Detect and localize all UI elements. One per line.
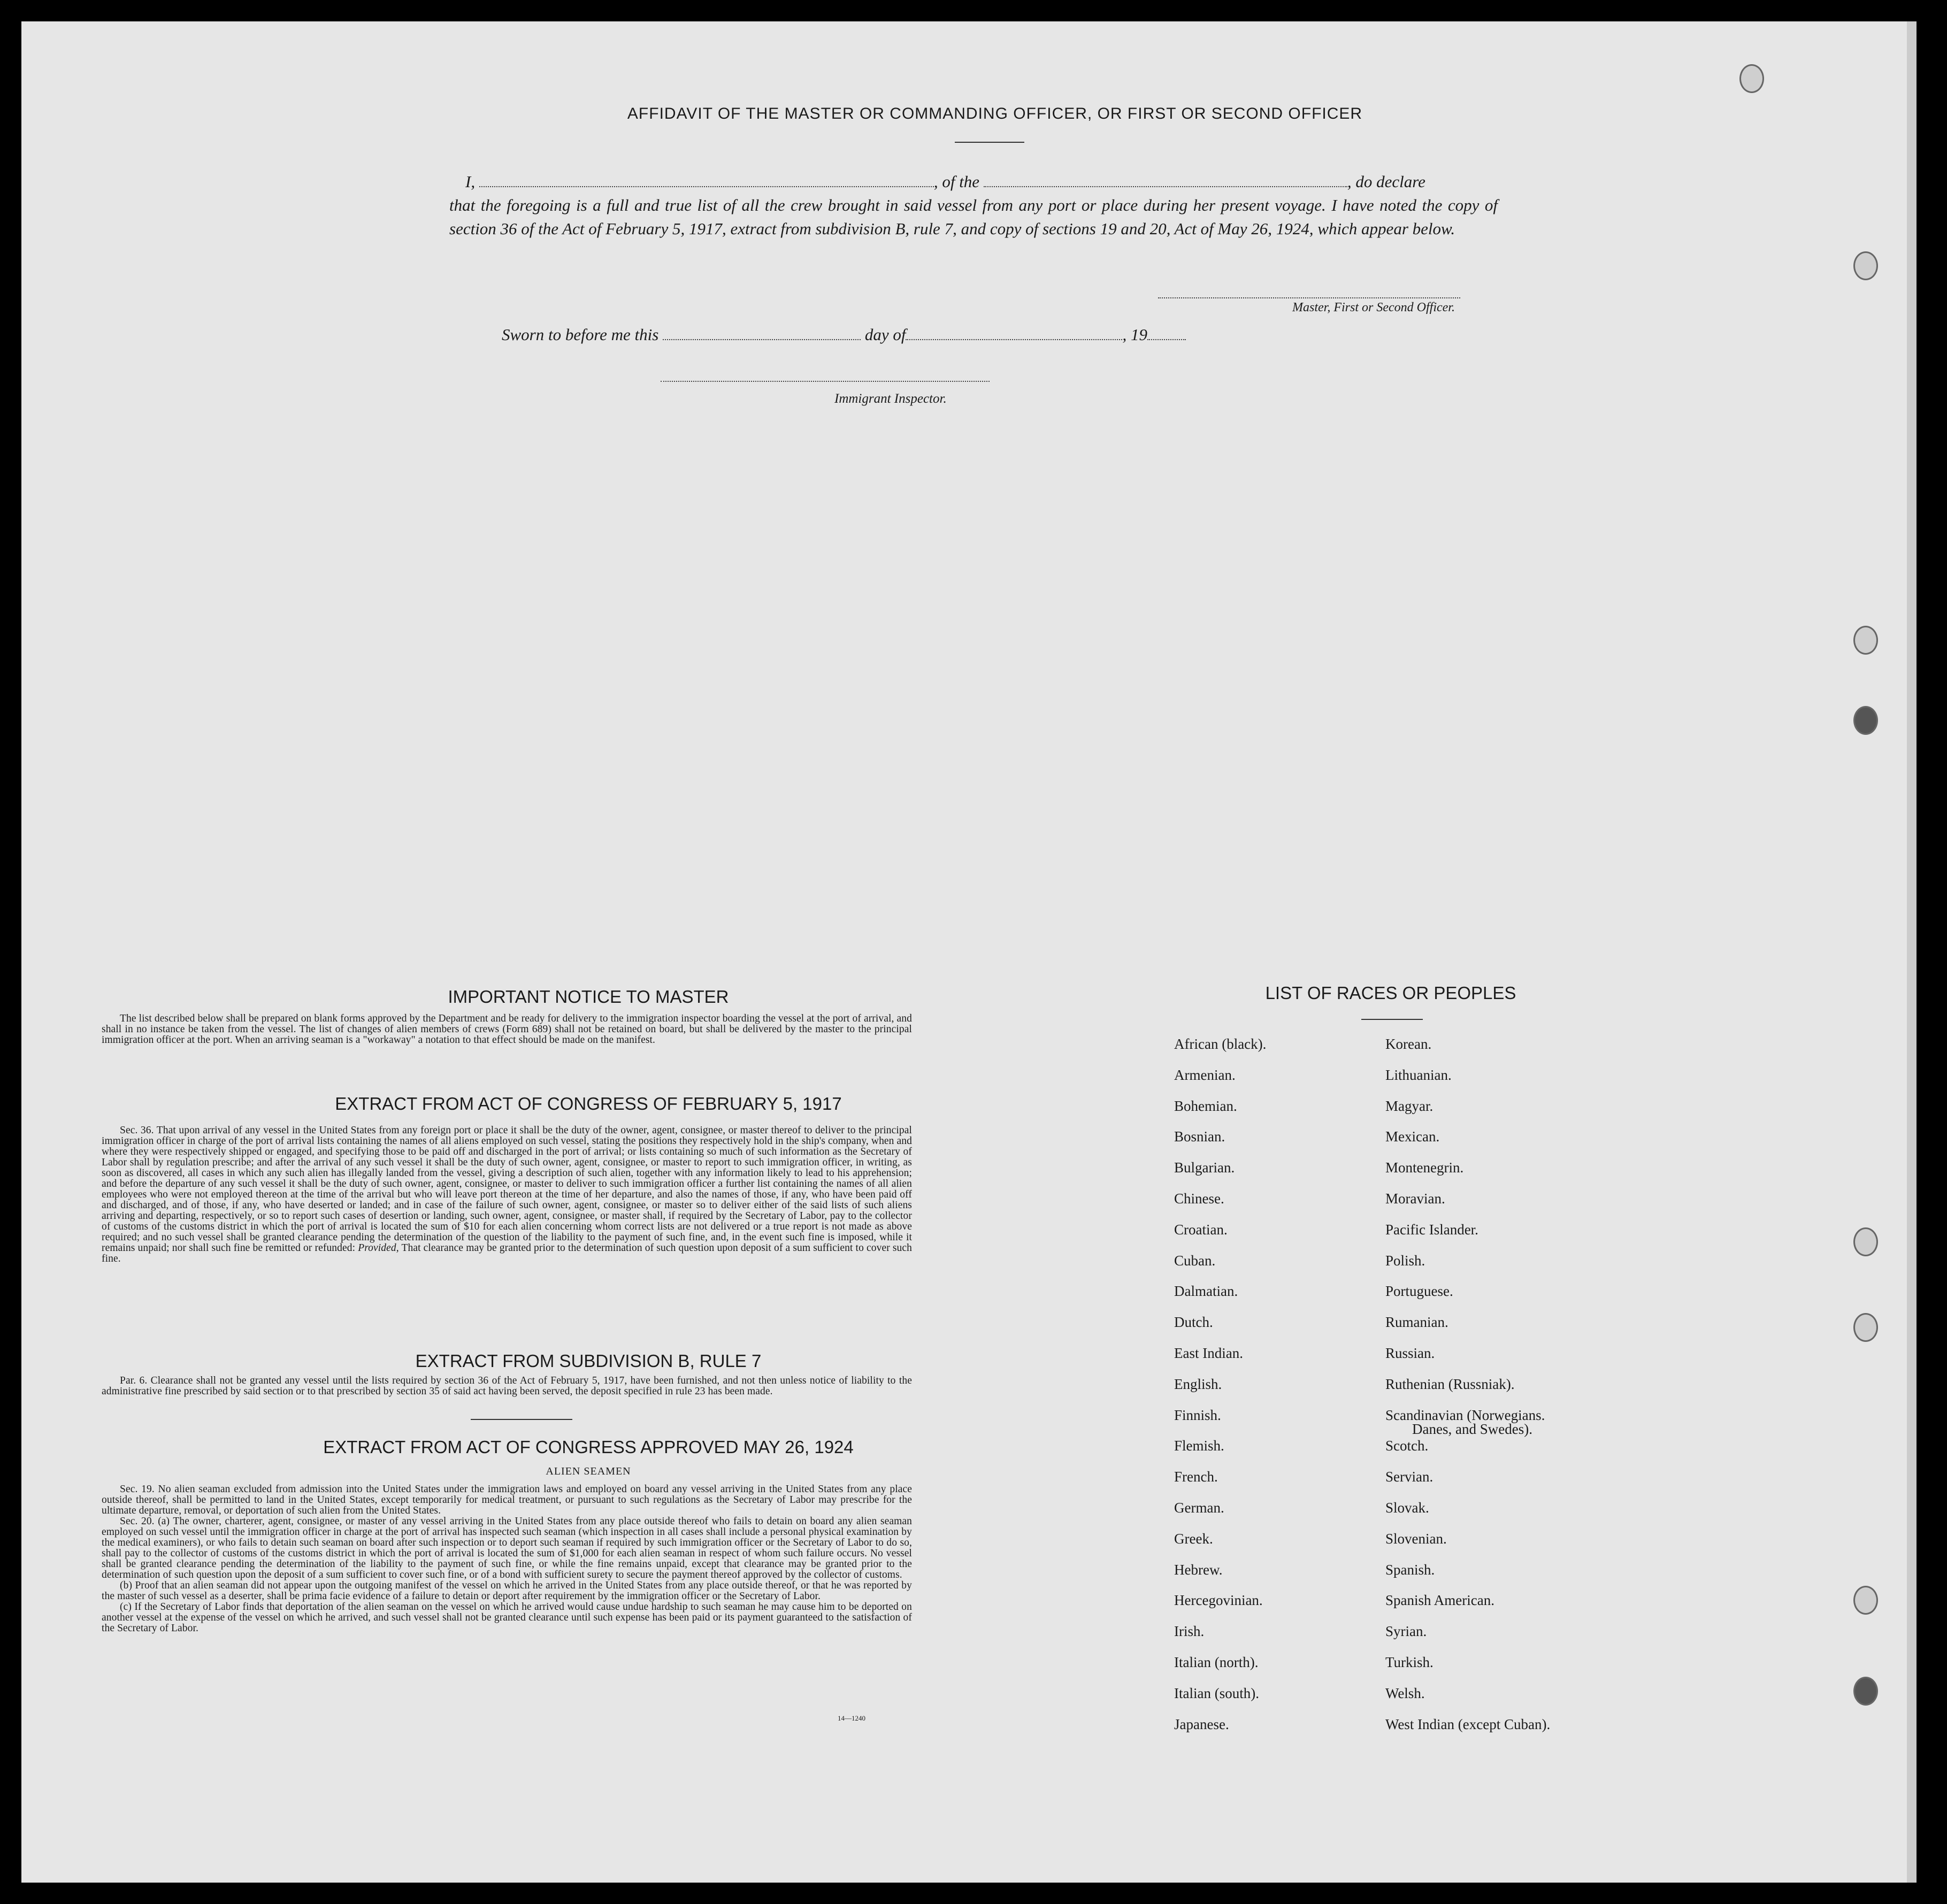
sworn-year-blank[interactable] <box>1147 325 1186 340</box>
race-item: Italian (north). <box>1174 1654 1259 1670</box>
race-item: Turkish. <box>1385 1654 1434 1670</box>
extract-1924-body <box>102 1484 912 1634</box>
form-number: 14—1240 <box>838 1714 865 1722</box>
race-item: Greek. <box>1174 1530 1213 1547</box>
race-item: Irish. <box>1174 1623 1205 1640</box>
sec-19-text: Sec. 19. No alien seaman excluded from admission into the United States under the immigration laws and employed on board any vessel arriving in the United States from any place outside thereof, shall be permitted to land in the United States, except temporarily for medical treatment, or pursuant to such regulations as the Secretary of Labor may prescribe for the ultimate departure, removal, or deportation of such alien from the United States. <box>102 1484 912 1516</box>
title-rule <box>955 142 1024 143</box>
extract-1917-text-end: That clearance may be granted prior to the determination of such question upon deposit of a sum sufficient to cover such fine. <box>102 1242 912 1264</box>
race-item: Bulgarian. <box>1174 1160 1235 1176</box>
race-item: Hebrew. <box>1174 1561 1223 1578</box>
race-item: East Indian. <box>1174 1345 1243 1361</box>
punch-hole <box>1739 64 1764 93</box>
race-item: German. <box>1174 1500 1224 1516</box>
race-item: West Indian (except Cuban). <box>1385 1716 1551 1732</box>
notice-title: IMPORTANT NOTICE TO MASTER <box>448 987 729 1007</box>
race-item: Cuban. <box>1174 1252 1216 1269</box>
race-item: Scandinavian (Norwegians. <box>1385 1407 1545 1423</box>
extract-1924-title: EXTRACT FROM ACT OF CONGRESS APPROVED MAY 26, 1924 <box>323 1437 854 1457</box>
race-item: Bohemian. <box>1174 1097 1237 1114</box>
race-item: Dutch. <box>1174 1314 1213 1331</box>
inspector-label: Immigrant Inspector. <box>834 391 947 406</box>
race-item: Slovenian. <box>1385 1530 1447 1547</box>
race-item: Mexican. <box>1385 1128 1440 1145</box>
sec-20c-text: (c) If the Secretary of Labor finds that deportation of the alien seaman on the vessel on which he arrived would cause undue hardship to such seaman he may cause him to be deported on another vessel at the expense of the vessel on which he arrived, and such vessel shall not be granted clearance until such expense has been paid or its payment guaranteed to the satisfaction of the Secretary of Labor. <box>102 1601 912 1634</box>
race-item: French. <box>1174 1469 1218 1485</box>
race-item: African (black). <box>1174 1036 1267 1052</box>
race-item: Armenian. <box>1174 1066 1236 1083</box>
notice-body <box>102 1014 912 1046</box>
race-item: Welsh. <box>1385 1685 1425 1701</box>
sworn-day-of: day of <box>864 325 906 344</box>
race-item: English. <box>1174 1376 1222 1392</box>
provided-word: Provided, <box>358 1242 399 1254</box>
name-blank[interactable] <box>479 172 934 187</box>
punch-hole <box>1853 1313 1878 1342</box>
race-item: Hercegovinian. <box>1174 1592 1263 1609</box>
race-item: Moravian. <box>1385 1191 1445 1207</box>
affidavit-of-the: , of the <box>933 172 980 191</box>
race-item: Dalmatian. <box>1174 1283 1238 1300</box>
affidavit-i: I, <box>465 172 476 191</box>
race-item: Montenegrin. <box>1385 1160 1464 1176</box>
race-item: Syrian. <box>1385 1623 1427 1640</box>
sec-20b-text: (b) Proof that an alien seaman did not appear upon the outgoing manifest of the vessel on which he arrived in the United States from any place outside thereof, or that he was reported by the master of such vessel as a deserter, shall be prima facie evidence of a failure to detain or deport after requirement by the immigration officer or the Secretary of Labor. <box>102 1580 912 1602</box>
race-item: Lithuanian. <box>1385 1066 1452 1083</box>
punch-hole <box>1853 1677 1878 1706</box>
vessel-blank[interactable] <box>984 172 1347 187</box>
race-item: Korean. <box>1385 1036 1432 1052</box>
master-signature-label: Master, First or Second Officer. <box>1292 301 1455 314</box>
notice-text: The list described below shall be prepared on blank forms approved by the Department and be ready for delivery to the immigration inspector boarding the vessel at the port of arrival, and shall in no instance be taken from the vessel. The list of changes of alien members of crews (Form 689) shall not be retained on board, but shall be delivered by the master to the principal immigration officer at the port. When an arriving seaman is a "workaway" a notation to that effect should be made on the manifest. <box>102 1013 912 1046</box>
race-item-continuation: Danes, and Swedes). <box>1412 1421 1532 1437</box>
extract-1917-body <box>102 1125 912 1264</box>
alien-seamen-subtitle: ALIEN SEAMEN <box>546 1465 631 1477</box>
extract-1917-text: Sec. 36. That upon arrival of any vessel in the United States from any foreign port or place it shall be the duty of the owner, agent, consignee, or master thereof to deliver to the principal immigration officer in charge of the port of arrival lists containing the names of all aliens employed on such vessel, stating the positions they respectively hold in the ship's company, when and where they were respectively shipped or engaged, and specifying those to be paid off and discharged in the port of arrival; or lists containing so much of such information as the Secretary of Labor shall by regulation prescribe; and after the arrival of any such vessel it shall be the duty of such owner, agent, consignee, or master to report to such immigration officer, in writing, as soon as discovered, all cases in which any such alien has illegally landed from the vessel, giving a description of such alien, together with any information likely to lead to his apprehension; and before the departure of any such vessel it shall be the duty of such owner, agent, consignee, or master to deliver to such immigration officer a further list containing the names of all alien employees who were not employed thereon at the time of the arrival but who will leave port thereon at the time of her departure, and also the names of those, if any, who have been paid off and discharged, and of those, if any, who have deserted or landed; and in case of the failure of such owner, agent, consignee, or master so to deliver either of the said lists of such aliens arriving and departing, respectively, or so to report such cases of desertion or landing, such owner, agent, consignee, or master shall, if required by the Secretary of Labor, pay to the collector of customs of the customs district in which the port of arrival is located the sum of $10 for each alien concerning whom correct lists are not delivered or a true report is not made as above required; and no such vessel shall be granted clearance pending the determination of the question of the liability to the payment of such fine, and, in the event such fine is imposed, while it remains unpaid; nor shall such fine be remitted or refunded: <box>102 1125 912 1254</box>
extract-rule7-title: EXTRACT FROM SUBDIVISION B, RULE 7 <box>415 1351 762 1371</box>
race-item: Flemish. <box>1174 1438 1224 1454</box>
sworn-date-blank[interactable] <box>663 325 861 340</box>
sworn-prefix: Sworn to before me this <box>502 325 659 344</box>
affidavit-body: that the foregoing is a full and true list of all the crew brought in said vessel from any port or place during her present voyage. I have noted the copy of section 36 of the Act of February 5, 1917, extract from subdivision B, rule 7, and copy of sections 19 and 20, Act of May 26, 1924, which appear below. <box>449 196 1498 238</box>
sworn-month-blank[interactable] <box>906 325 1122 340</box>
extract-rule7-body <box>102 1376 912 1397</box>
sec-20a-text: Sec. 20. (a) The owner, charterer, agent, consignee, or master of any vessel arriving in the United States from any place outside thereof who fails to detain on board any alien seaman employed on such vessel until the immigration officer in charge at the port of arrival has inspected such seaman (which inspection in all cases shall include a personal physical examination by the medical examiners), or who fails to detain such seaman on board after such inspection or to deport such seaman if required by such immigration officer or the Secretary of Labor to do so, shall pay to the collector of customs of the customs district in which the port of arrival is located the sum of $1,000 for each alien seaman in respect of whom such failure occurs. No vessel shall be granted clearance pending the determination of the liability to the payment of such fine, or while the fine remains unpaid, except that clearance may be granted prior to the determination of such question upon the deposit of a sum sufficient to cover such fine, or of a bond with sufficient surety to secure the payment thereof approved by the collector of customs. <box>102 1516 912 1580</box>
race-item: Ruthenian (Russniak). <box>1385 1376 1515 1392</box>
page-edge <box>1907 21 1917 1883</box>
affidavit-declare: , do declare <box>1347 172 1425 191</box>
inspector-signature-line[interactable] <box>661 381 990 382</box>
race-item: Pacific Islander. <box>1385 1221 1478 1238</box>
race-item: Servian. <box>1385 1469 1434 1485</box>
race-item: Bosnian. <box>1174 1128 1225 1145</box>
section-divider <box>471 1419 572 1420</box>
punch-hole <box>1853 1586 1878 1615</box>
race-item: Spanish American. <box>1385 1592 1494 1609</box>
race-item: Slovak. <box>1385 1500 1429 1516</box>
punch-hole <box>1853 626 1878 655</box>
race-item: Russian. <box>1385 1345 1435 1361</box>
race-item: Portuguese. <box>1385 1283 1453 1300</box>
race-item: Finnish. <box>1174 1407 1221 1423</box>
race-item: Magyar. <box>1385 1097 1434 1114</box>
punch-hole <box>1853 706 1878 735</box>
races-title-rule <box>1361 1019 1423 1020</box>
sworn-line <box>502 325 1304 344</box>
race-item: Scotch. <box>1385 1438 1429 1454</box>
race-item: Polish. <box>1385 1252 1425 1269</box>
race-item: Croatian. <box>1174 1221 1228 1238</box>
race-item: Chinese. <box>1174 1191 1224 1207</box>
races-title: LIST OF RACES OR PEOPLES <box>1265 983 1516 1003</box>
race-item: Spanish. <box>1385 1561 1435 1578</box>
punch-hole <box>1853 251 1878 280</box>
master-signature-line[interactable] <box>1158 297 1460 298</box>
extract-rule7-text: Par. 6. Clearance shall not be granted any vessel until the lists required by section 36 of the Act of February 5, 1917, have been furnished, and not then unless notice of liability to the administrative fine prescribed by said section or to that prescribed by section 35 of said act having been served, the deposit specified in rule 23 has been made. <box>102 1375 912 1397</box>
extract-1917-title: EXTRACT FROM ACT OF CONGRESS OF FEBRUARY 5, 1917 <box>335 1094 842 1114</box>
race-item: Japanese. <box>1174 1716 1229 1732</box>
affidavit-title: AFFIDAVIT OF THE MASTER OR COMMANDING OFFICER, OR FIRST OR SECOND OFFICER <box>627 105 1363 122</box>
race-item: Rumanian. <box>1385 1314 1448 1331</box>
sworn-year: , 19 <box>1122 325 1147 344</box>
punch-hole <box>1853 1227 1878 1256</box>
affidavit-text <box>449 170 1498 241</box>
race-item: Italian (south). <box>1174 1685 1259 1701</box>
